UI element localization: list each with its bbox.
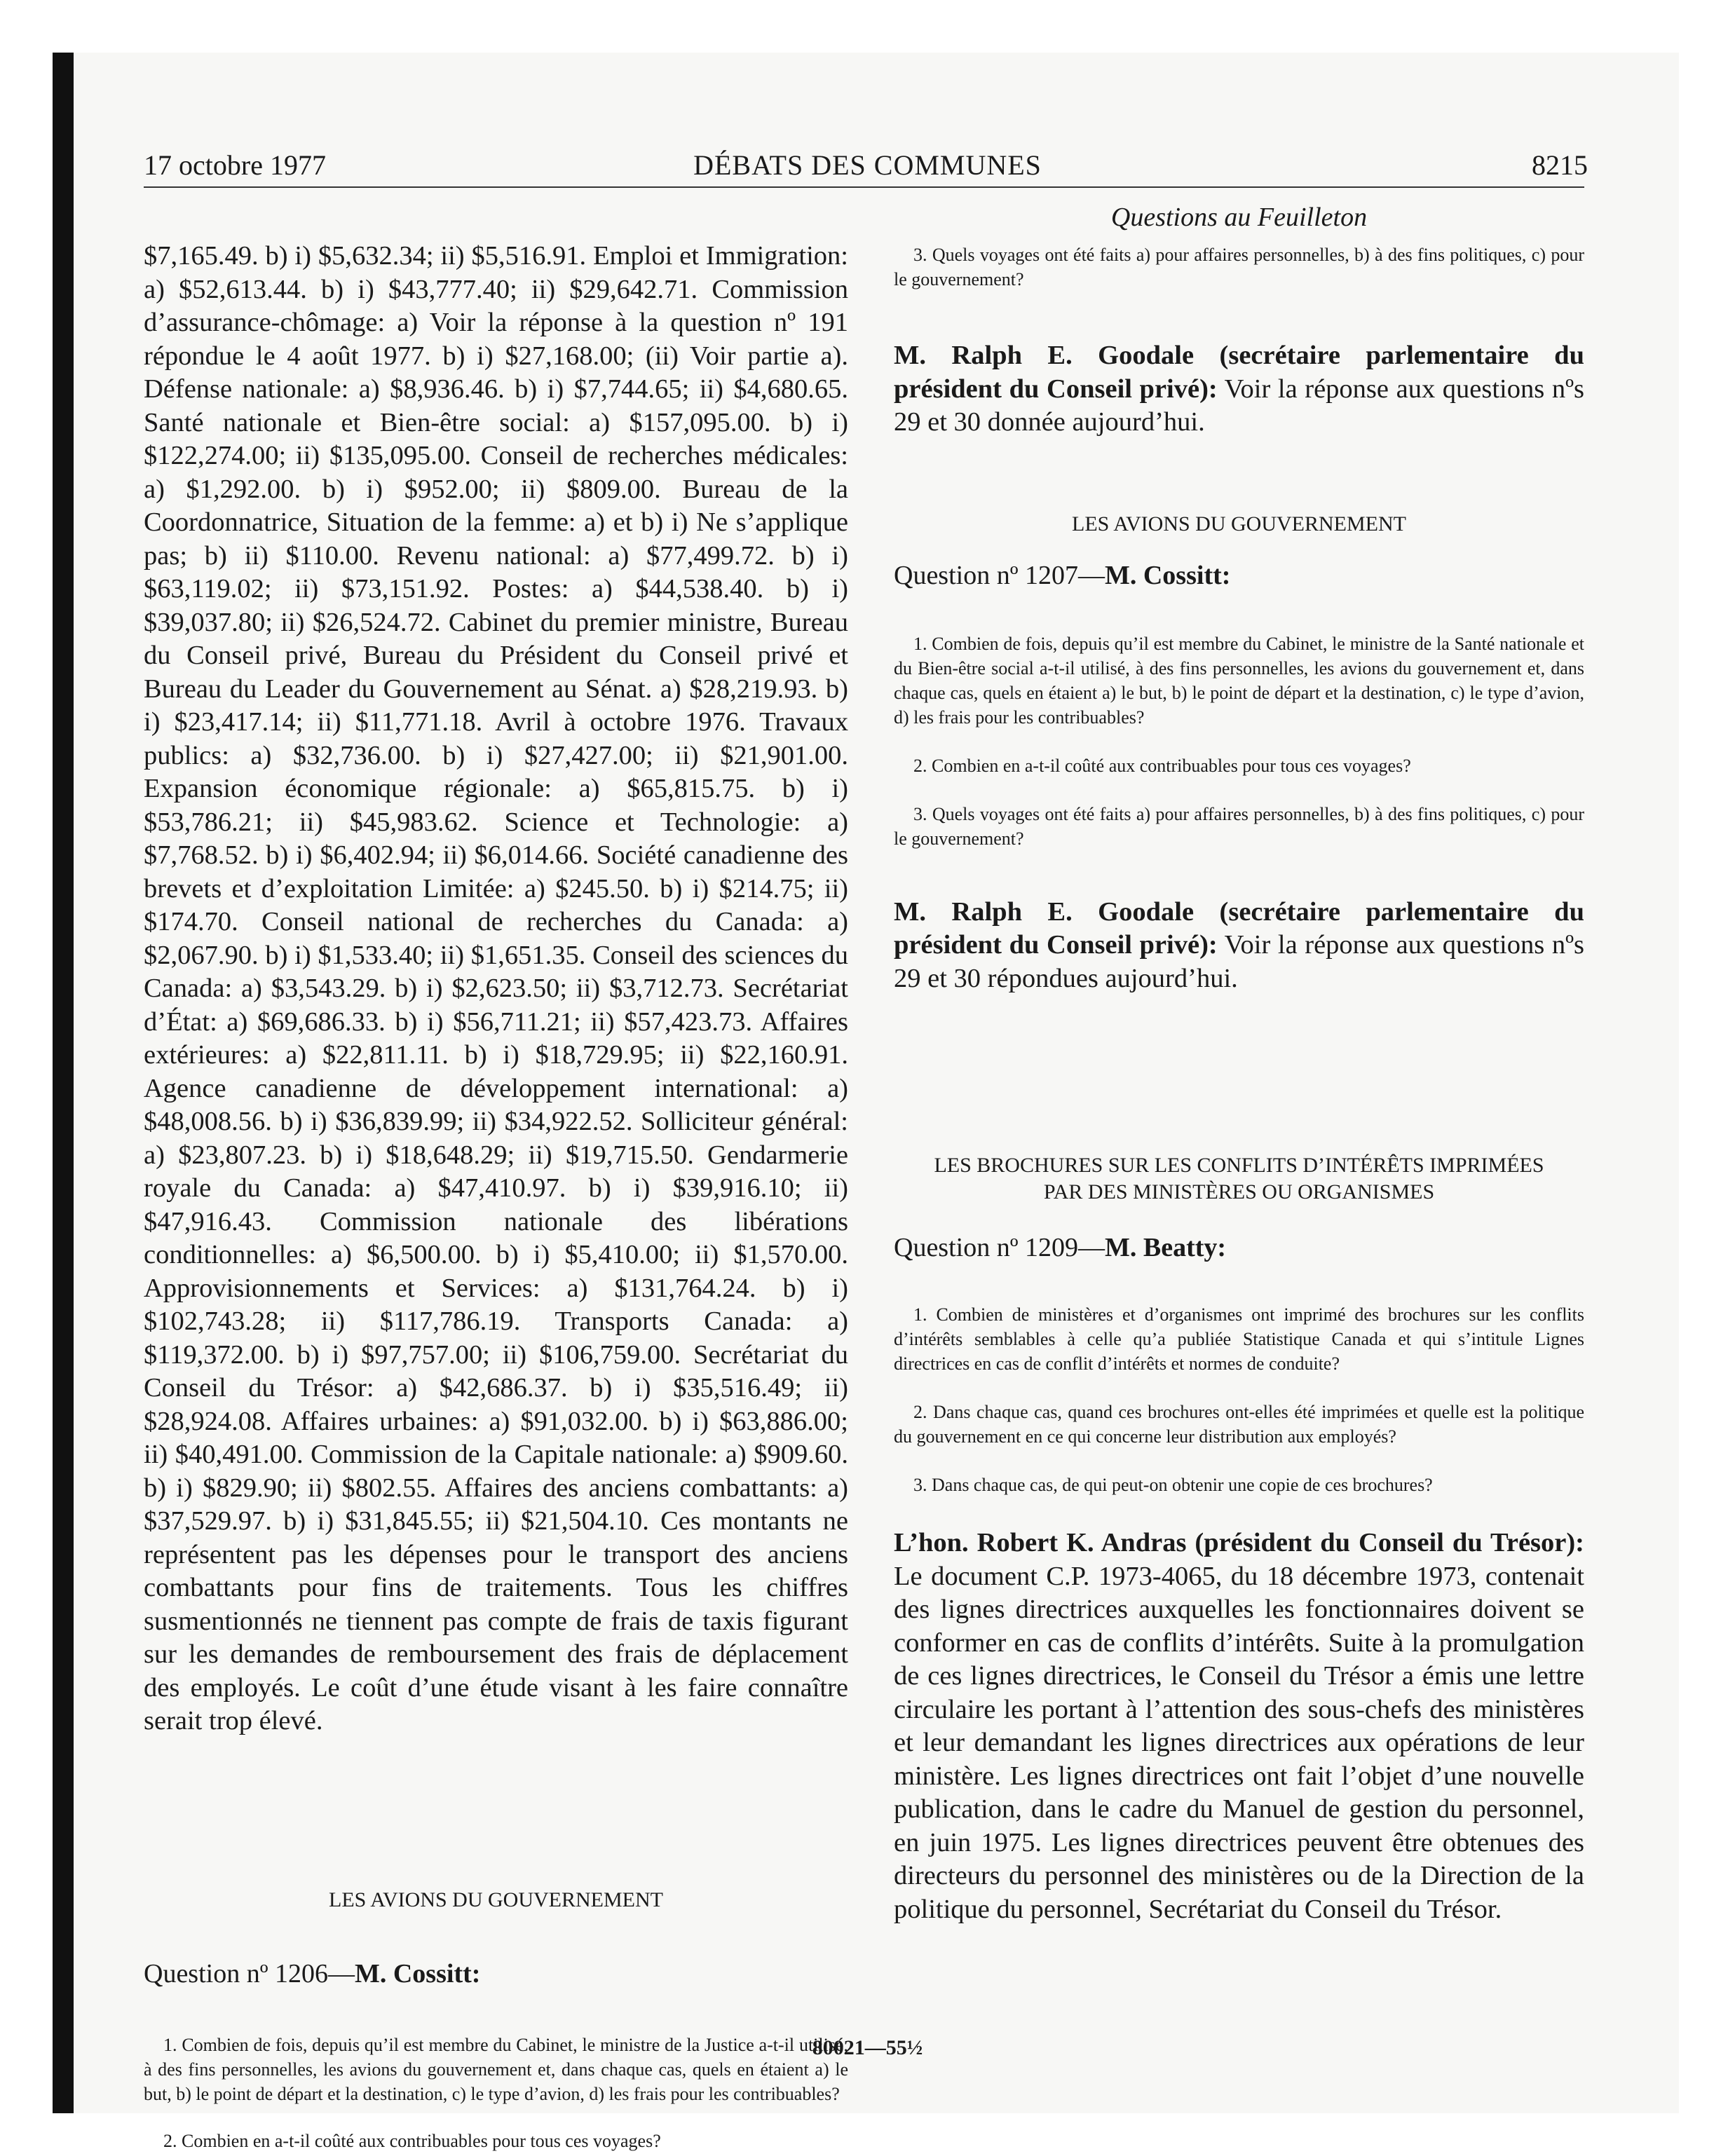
question-3-prefix: Question nº 1209—	[894, 1233, 1105, 1262]
question-prefix: Question nº 1206—	[144, 1958, 355, 1988]
question-2-line	[894, 560, 1584, 591]
question-item-1: 1. Combien de fois, depuis qu’il est membre du Cabinet, le ministre de la Justice a-t-il utilisé, à des fins personnelles, les avions du gouvernement et, dans chaque cas, quels en étaient a) le but, b) le point de départ et la destination, c) le type d’avion, d) les frais pour les contribuables?	[144, 2034, 848, 2104]
section-2-heading: LES AVIONS DU GOUVERNEMENT	[1072, 512, 1406, 535]
question-3-item-2: 2. Dans chaque cas, quand ces brochures ont-elles été imprimées et quelle est la politique du gouvernement en ce qui concerne leur distribution aux employés?	[894, 1402, 1584, 1447]
question-3-line	[894, 1232, 1584, 1263]
answer-3-speaker: L’hon. Robert K. Andras (président du Conseil du Trésor):	[894, 1528, 1584, 1557]
right-column	[894, 196, 1584, 1926]
answer-2-text: Voir la réponse aux questions nºs 29 et 30 répondues aujourd’hui.	[894, 930, 1585, 993]
answer-continuation: $7,165.49. b) i) $5,632.34; ii) $5,516.91. Emploi et Immigration: a) $52,613.44. b) i) $43,777.40; ii) $29,642.71. Commission d’assurance-chômage: a) Voir la réponse à la question nº 191 répondue le 4 août 1977. b) i) $27,168.00; (ii) Voir partie a). Défense nationale: a) $8,936.46. b) i) $7,744.65; ii) $4,680.65. Santé nationale et Bien-être social: a) $157,095.00. b) i) $122,274.00; ii) $135,095.00. Conseil de recherches médicales: a) $1,292.00. b) i) $952.00; ii) $809.00. Bureau de la Coordonnatrice, Situation de la femme: a) et b) i) Ne s’applique pas; b) ii) $110.00. Revenu national: a) $77,499.72. b) i) $63,119.02; ii) $73,151.92. Postes: a) $44,538.40. b) i) $39,037.80; ii) $26,524.72. Cabinet du premier ministre, Bureau du Conseil privé, Bureau du Président du Conseil privé et Bureau du Leader du Gouvernement au Sénat. a) $28,219.93. b) i) $23,417.14; ii) $11,771.18. Avril à octobre 1976. Travaux publics: a) $32,736.00. b) i) $27,427.00; ii) $21,901.00. Expansion économique régionale: a) $65,815.75. b) i) $53,786.21; ii) $45,983.62. Science et Technologie: a) $7,768.52. b) i) $6,402.94; ii) $6,014.66. Société canadienne des brevets et d’exploitation Limitée: a) $245.50. b) i) $214.75; ii) $174.70. Conseil national de recherches du Canada: a) $2,067.90. b) i) $1,533.40; ii) $1,651.35. Conseil des sciences du Canada: a) $3,543.29. b) i) $2,623.50; ii) $3,712.73. Secrétariat d’État: a) $69,686.33. b) i) $56,711.21; ii) $57,423.73. Affaires extérieures: a) $22,811.11. b) i) $18,729.95; ii) $22,160.91. Agence canadienne de développement international: a) $48,008.56. b) i) $36,839.99; ii) $34,922.52. Solliciteur général: a) $23,807.23. b) i) $18,648.29; ii) $19,715.50. Gendarmerie royale du Canada: a) $47,410.97. b) i) $39,916.10; ii) $47,916.43. Commission nationale des libérations conditionnelles: a) $6,500.00. b) i) $5,410.00; ii) $1,570.00. Approvisionnements et Services: a) $131,764.24. b) i) $102,743.28; ii) $117,786.19. Transports Canada: a) $119,372.00. b) i) $97,757.00; ii) $106,759.00. Secrétariat du Conseil du Trésor: a) $42,686.37. b) i) $35,516.49; ii) $28,924.08. Affaires urbaines: a) $91,032.00. b) i) $63,886.00; ii) $40,491.00. Commission de la Capitale nationale: a) $909.60. b) i) $829.90; ii) $802.55. Affaires des anciens combattants: a) $37,529.97. b) i) $31,845.55; ii) $21,504.10. Ces montants ne représentent pas les dépenses pour le transport des anciens combattants pour fins de traitements. Tous les chiffres susmentionnés ne tiennent pas compte de frais de taxis figurant sur les demandes de remboursement des frais de déplacement des employés. Le coût d’une étude visant à les faire connaître serait trop élevé.	[144, 241, 848, 1735]
answer-2	[894, 896, 1584, 996]
question-2-item-3: 3. Quels voyages ont été faits a) pour affaires personnelles, b) à des fins politiques, c) pour le gouvernement?	[894, 803, 1584, 849]
question-item-3-top: 3. Quels voyages ont été faits a) pour affaires personnelles, b) à des fins politiques, c) pour le gouvernement?	[894, 245, 1584, 289]
left-column	[144, 196, 848, 2153]
section-heading: LES AVIONS DU GOUVERNEMENT	[329, 1888, 663, 1911]
question-2-item-1: 1. Combien de fois, depuis qu’il est membre du Cabinet, le ministre de la Santé nationale et du Bien-être social a-t-il utilisé, à des fins personnelles, les avions du gouvernement et, dans chaque cas, quels en étaient a) le but, b) le point de départ et la destination, c) le type d’avion, d) les frais pour les contribuables?	[894, 633, 1584, 728]
question-3-author: M. Beatty:	[1105, 1233, 1227, 1262]
header-page-number: 8215	[1532, 149, 1588, 181]
scan-spine-shadow	[53, 53, 74, 2113]
question-line	[144, 1958, 848, 1989]
question-2-author: M. Cossitt:	[1105, 560, 1231, 590]
header-rule	[144, 186, 1584, 188]
header-title: DÉBATS DES COMMUNES	[693, 149, 1042, 181]
answer-1-speaker: M. Ralph E. Goodale (secrétaire parlementaire du président du Conseil privé):	[894, 341, 1584, 404]
question-3-item-1: 1. Combien de ministères et d’organismes ont imprimé des brochures sur les conflits d’intérêts semblables à celle qu’a publiée Statistique Canada et qui s’intitule Lignes directrices en cas de conflit d’intérêts et normes de conduite?	[894, 1304, 1584, 1374]
answer-2-speaker: M. Ralph E. Goodale (secrétaire parlementaire du président du Conseil privé):	[894, 896, 1584, 960]
answer-1-text: Voir la réponse aux questions nºs 29 et 30 donnée aujourd’hui.	[894, 374, 1585, 437]
question-item-2: 2. Combien en a-t-il coûté aux contribuables pour tous ces voyages?	[163, 2130, 661, 2151]
answer-3	[894, 1527, 1584, 1926]
answer-1	[894, 339, 1584, 439]
question-3-item-3: 3. Dans chaque cas, de qui peut-on obtenir une copie de ces brochures?	[913, 1475, 1433, 1495]
answer-3-text: Le document C.P. 1973-4065, du 18 décembre 1973, contenait des lignes directrices auxquelles les fonctionnaires doivent se conformer en cas de conflits d’intérêts. Suite à la promulgation de ces lignes directrices, le Conseil du Trésor a émis une lettre circulaire les portant à l’attention des sous-chefs des ministères et leur demandant les lignes directrices aux opérations de leur ministère. Les lignes directrices ont fait l’objet d’une nouvelle publication, dans le cadre du Manuel de gestion du personnel, en juin 1975. Les lignes directrices peuvent être obtenues des directeurs du personnel des ministères ou de la Direction de la politique du personnel, Secrétariat du Conseil du Trésor.	[894, 1561, 1584, 1924]
question-author: M. Cossitt:	[355, 1958, 481, 1988]
header-date: 17 octobre 1977	[144, 149, 326, 181]
question-2-item-2: 2. Combien en a-t-il coûté aux contribuables pour tous ces voyages?	[913, 755, 1411, 776]
question-2-prefix: Question nº 1207—	[894, 560, 1105, 590]
section-3-heading-line-2: PAR DES MINISTÈRES OU ORGANISMES	[1043, 1180, 1435, 1203]
running-head: Questions au Feuilleton	[1110, 203, 1368, 232]
section-3-heading-line-1: LES BROCHURES SUR LES CONFLITS D’INTÉRÊTS IMPRIMÉES	[934, 1154, 1544, 1177]
footer-code: 80021—55½	[812, 2036, 923, 2059]
